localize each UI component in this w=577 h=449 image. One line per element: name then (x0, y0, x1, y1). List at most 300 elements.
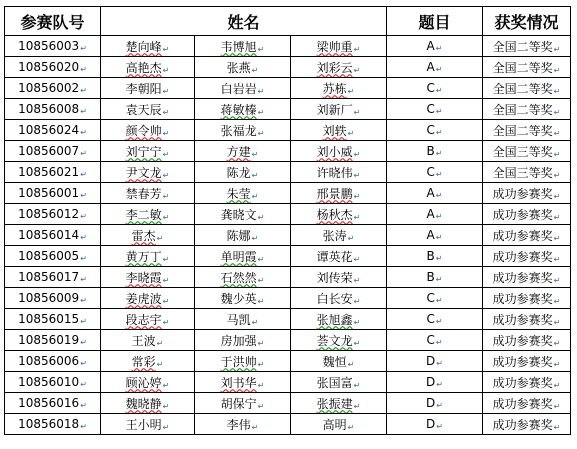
paragraph-mark: ↵ (257, 254, 265, 264)
cell-team-id-text: 10856003 (18, 39, 80, 53)
paragraph-mark: ↵ (553, 296, 561, 306)
header-names: 姓名 (101, 7, 387, 36)
cell-member-1 (101, 183, 195, 204)
cell-problem (387, 204, 483, 225)
cell-member-1 (101, 57, 195, 78)
cell-member-2 (195, 414, 291, 435)
cell-team-id (5, 351, 101, 372)
cell-member-3 (291, 141, 387, 162)
paragraph-mark: ↵ (80, 44, 87, 53)
paragraph-mark: ↵ (162, 275, 170, 285)
cell-team-id-text: 10856018 (18, 417, 80, 431)
paragraph-mark: ↵ (257, 128, 265, 138)
cell-problem-text: A (426, 186, 435, 200)
cell-problem-text: B (426, 270, 435, 284)
cell-award (483, 393, 571, 414)
table-row (5, 120, 571, 141)
cell-problem (387, 162, 483, 183)
cell-team-id-text: 10856002 (18, 81, 80, 95)
cell-problem (387, 120, 483, 141)
paragraph-mark: ↵ (156, 338, 164, 348)
cell-problem-text: D (426, 375, 436, 389)
paragraph-mark: ↵ (435, 44, 443, 53)
paragraph-mark: ↵ (80, 107, 87, 116)
paragraph-mark: ↵ (257, 275, 265, 285)
cell-team-id (5, 372, 101, 393)
cell-award-text: 成功参赛奖 (492, 270, 553, 285)
cell-member-1 (101, 99, 195, 120)
table-row (5, 57, 571, 78)
paragraph-mark: ↵ (80, 149, 87, 158)
cell-member-2 (195, 351, 291, 372)
paragraph-mark: ↵ (257, 359, 265, 369)
cell-award-text: 全国二等奖 (492, 102, 553, 117)
paragraph-mark: ↵ (257, 401, 265, 411)
cell-member-3 (291, 57, 387, 78)
cell-problem-text: C (426, 291, 435, 305)
paragraph-mark: ↵ (251, 149, 259, 159)
cell-member-3-text: 刘传荣 (316, 270, 353, 285)
cell-member-1 (101, 267, 195, 288)
cell-member-1-text: 禁春芳 (125, 186, 162, 201)
paragraph-mark: ↵ (435, 233, 443, 242)
cell-member-2-text: 李伟 (226, 417, 251, 432)
cell-award (483, 99, 571, 120)
cell-member-1-text: 颜令帅 (125, 123, 162, 138)
paragraph-mark: ↵ (162, 170, 170, 180)
cell-member-3 (291, 351, 387, 372)
cell-member-3-text: 张旭鑫 (316, 312, 353, 327)
header-row (5, 7, 571, 36)
paragraph-mark: ↵ (435, 212, 443, 221)
cell-team-id (5, 393, 101, 414)
cell-member-1-text: 段志宇 (125, 312, 162, 327)
cell-member-2 (195, 162, 291, 183)
cell-team-id-text: 10856015 (18, 312, 80, 326)
table-row (5, 78, 571, 99)
paragraph-mark: ↵ (257, 296, 265, 306)
cell-member-1 (101, 120, 195, 141)
cell-member-2-text: 陈娜 (226, 228, 251, 243)
paragraph-mark: ↵ (553, 128, 561, 138)
cell-problem-text: C (426, 312, 435, 326)
cell-team-id-text: 10856020 (18, 60, 80, 74)
table-row (5, 246, 571, 267)
paragraph-mark: ↵ (435, 191, 443, 200)
cell-award (483, 372, 571, 393)
paragraph-mark: ↵ (553, 233, 561, 243)
cell-problem (387, 225, 483, 246)
cell-member-1-text: 李二敏 (125, 207, 162, 222)
cell-member-1 (101, 204, 195, 225)
cell-award-text: 全国二等奖 (492, 81, 553, 96)
cell-member-2 (195, 267, 291, 288)
cell-award (483, 183, 571, 204)
paragraph-mark: ↵ (353, 380, 361, 390)
cell-member-1-text: 黄万丁 (125, 249, 162, 264)
paragraph-mark: ↵ (553, 44, 561, 54)
cell-member-3-text: 邢景鹏 (316, 186, 353, 201)
cell-member-3-text: 刘小威 (316, 144, 353, 159)
cell-award (483, 36, 571, 57)
paragraph-mark: ↵ (80, 422, 87, 431)
cell-member-2 (195, 78, 291, 99)
table-row (5, 225, 571, 246)
paragraph-mark: ↵ (553, 422, 561, 432)
cell-member-2-text: 张燕 (226, 60, 251, 75)
paragraph-mark: ↵ (553, 359, 561, 369)
paragraph-mark: ↵ (162, 380, 170, 390)
cell-team-id (5, 36, 101, 57)
cell-team-id-text: 10856010 (18, 375, 80, 389)
cell-award (483, 57, 571, 78)
cell-award (483, 120, 571, 141)
cell-team-id-text: 10856012 (18, 207, 80, 221)
cell-award (483, 309, 571, 330)
cell-problem-text: C (426, 123, 435, 137)
paragraph-mark: ↵ (553, 65, 561, 75)
paragraph-mark: ↵ (435, 338, 443, 347)
cell-member-1 (101, 36, 195, 57)
cell-award-text: 成功参赛奖 (492, 291, 553, 306)
cell-award (483, 414, 571, 435)
cell-problem (387, 183, 483, 204)
paragraph-mark: ↵ (435, 317, 443, 326)
paragraph-mark: ↵ (553, 254, 561, 264)
cell-member-3 (291, 372, 387, 393)
cell-team-id (5, 288, 101, 309)
table-body (5, 36, 571, 435)
cell-member-1 (101, 414, 195, 435)
cell-member-1 (101, 351, 195, 372)
paragraph-mark: ↵ (353, 191, 361, 201)
paragraph-mark: ↵ (353, 65, 361, 75)
paragraph-mark: ↵ (251, 233, 259, 243)
cell-award-text: 成功参赛奖 (492, 354, 553, 369)
cell-member-1 (101, 246, 195, 267)
paragraph-mark: ↵ (553, 86, 561, 96)
cell-member-2-text: 胡保宁 (220, 396, 257, 411)
header-problem: 题目 (387, 7, 483, 36)
paragraph-mark: ↵ (162, 212, 170, 222)
header-award: 获奖情况 (483, 7, 571, 36)
paragraph-mark: ↵ (162, 86, 170, 96)
paragraph-mark: ↵ (353, 338, 361, 348)
cell-member-3 (291, 393, 387, 414)
cell-member-2-text: 蒋敏榛 (220, 102, 257, 117)
cell-problem (387, 330, 483, 351)
paragraph-mark: ↵ (553, 149, 561, 159)
paragraph-mark: ↵ (257, 86, 265, 96)
cell-member-1-text: 魏晓静 (125, 396, 162, 411)
cell-award-text: 成功参赛奖 (492, 228, 553, 243)
paragraph-mark: ↵ (436, 422, 443, 431)
paragraph-mark: ↵ (435, 275, 443, 284)
paragraph-mark: ↵ (553, 275, 561, 285)
cell-member-3 (291, 414, 387, 435)
cell-member-1 (101, 162, 195, 183)
cell-team-id-text: 10856005 (18, 249, 80, 263)
paragraph-mark: ↵ (435, 296, 443, 305)
table-row (5, 36, 571, 57)
cell-award-text: 成功参赛奖 (492, 312, 553, 327)
cell-team-id (5, 204, 101, 225)
cell-member-2-text: 房加强 (220, 333, 257, 348)
paragraph-mark: ↵ (162, 191, 170, 201)
paragraph-mark: ↵ (353, 401, 361, 411)
cell-problem (387, 267, 483, 288)
cell-member-3 (291, 162, 387, 183)
paragraph-mark: ↵ (353, 212, 361, 222)
cell-member-2-text: 刘书华 (220, 375, 257, 390)
paragraph-mark: ↵ (257, 212, 265, 222)
header-team-id: 参赛队号 (5, 7, 101, 36)
cell-award-text: 成功参赛奖 (492, 333, 553, 348)
cell-member-3 (291, 183, 387, 204)
cell-problem (387, 141, 483, 162)
paragraph-mark: ↵ (80, 254, 87, 263)
cell-member-2 (195, 393, 291, 414)
cell-problem-text: A (426, 60, 435, 74)
cell-member-2-text: 马凯 (226, 312, 251, 327)
cell-member-2 (195, 57, 291, 78)
paragraph-mark: ↵ (347, 359, 355, 369)
cell-team-id-text: 10856016 (18, 396, 80, 410)
cell-member-1-text: 姜虎波 (125, 291, 162, 306)
cell-member-3 (291, 225, 387, 246)
cell-member-2 (195, 372, 291, 393)
table-row (5, 288, 571, 309)
paragraph-mark: ↵ (353, 149, 361, 159)
paragraph-mark: ↵ (80, 212, 87, 221)
cell-member-3 (291, 99, 387, 120)
cell-member-2 (195, 288, 291, 309)
cell-problem (387, 393, 483, 414)
cell-team-id-text: 10856017 (18, 270, 80, 284)
cell-member-3-text: 梁帅重 (316, 39, 353, 54)
paragraph-mark: ↵ (353, 275, 361, 285)
cell-award (483, 141, 571, 162)
cell-team-id (5, 99, 101, 120)
paragraph-mark: ↵ (257, 380, 265, 390)
cell-member-1-text: 雷杰 (131, 228, 156, 243)
cell-problem-text: C (426, 333, 435, 347)
paragraph-mark: ↵ (162, 317, 170, 327)
paragraph-mark: ↵ (80, 86, 87, 95)
paragraph-mark: ↵ (80, 401, 87, 410)
cell-award-text: 成功参赛奖 (492, 207, 553, 222)
cell-member-3-text: 杨秋杰 (316, 207, 353, 222)
paragraph-mark: ↵ (347, 233, 355, 243)
paragraph-mark: ↵ (257, 338, 265, 348)
paragraph-mark: ↵ (435, 149, 443, 158)
cell-member-3-text: 张国富 (316, 375, 353, 390)
paragraph-mark: ↵ (80, 170, 87, 179)
table-row (5, 309, 571, 330)
paragraph-mark: ↵ (80, 380, 87, 389)
paragraph-mark: ↵ (353, 296, 361, 306)
cell-problem (387, 414, 483, 435)
cell-team-id-text: 10856024 (18, 123, 80, 137)
cell-problem-text: D (426, 417, 436, 431)
cell-member-2-text: 魏少英 (220, 291, 257, 306)
cell-team-id (5, 267, 101, 288)
cell-member-3 (291, 267, 387, 288)
cell-team-id-text: 10856014 (18, 228, 80, 242)
cell-member-3 (291, 330, 387, 351)
cell-team-id (5, 162, 101, 183)
cell-team-id (5, 309, 101, 330)
cell-member-1 (101, 393, 195, 414)
cell-member-1-text: 楚向峰 (125, 39, 162, 54)
cell-member-2-text: 龚晓文 (220, 207, 257, 222)
cell-award (483, 78, 571, 99)
cell-team-id (5, 330, 101, 351)
paragraph-mark: ↵ (347, 422, 355, 432)
cell-problem (387, 372, 483, 393)
paragraph-mark: ↵ (435, 107, 443, 116)
cell-award-text: 全国三等奖 (492, 144, 553, 159)
award-results-table (4, 6, 571, 435)
cell-award (483, 288, 571, 309)
cell-problem (387, 57, 483, 78)
table-row (5, 204, 571, 225)
paragraph-mark: ↵ (435, 65, 443, 74)
paragraph-mark: ↵ (251, 191, 259, 201)
cell-award (483, 246, 571, 267)
cell-award-text: 成功参赛奖 (492, 249, 553, 264)
cell-member-2 (195, 309, 291, 330)
cell-member-1 (101, 372, 195, 393)
cell-member-2-text: 白岩岩 (220, 81, 257, 96)
cell-problem (387, 246, 483, 267)
cell-member-2 (195, 183, 291, 204)
cell-member-1-text: 袁天辰 (125, 102, 162, 117)
cell-problem-text: C (426, 81, 435, 95)
cell-award-text: 全国二等奖 (492, 39, 553, 54)
cell-member-1 (101, 309, 195, 330)
cell-member-3-text: 白长安 (316, 291, 353, 306)
cell-member-2 (195, 99, 291, 120)
cell-member-3-text: 张振建 (316, 396, 353, 411)
cell-member-2-text: 朱莹 (226, 186, 251, 201)
cell-problem-text: D (426, 396, 436, 410)
cell-member-1 (101, 288, 195, 309)
paragraph-mark: ↵ (553, 107, 561, 117)
paragraph-mark: ↵ (553, 317, 561, 327)
paragraph-mark: ↵ (553, 170, 561, 180)
cell-team-id-text: 10856008 (18, 102, 80, 116)
cell-member-1-text: 王小明 (125, 417, 162, 432)
cell-member-3-text: 许晓伟 (316, 165, 353, 180)
paragraph-mark: ↵ (435, 254, 443, 263)
cell-team-id (5, 414, 101, 435)
cell-problem-text: B (426, 144, 435, 158)
cell-member-2-text: 单明霞 (220, 249, 257, 264)
paragraph-mark: ↵ (251, 317, 259, 327)
cell-member-2-text: 陈龙 (226, 165, 251, 180)
cell-member-3-text: 刘彩云 (316, 60, 353, 75)
cell-member-3 (291, 204, 387, 225)
cell-member-1-text: 王波 (131, 333, 156, 348)
paragraph-mark: ↵ (162, 65, 170, 75)
paragraph-mark: ↵ (80, 191, 87, 200)
cell-member-3 (291, 120, 387, 141)
paragraph-mark: ↵ (353, 254, 361, 264)
cell-problem (387, 288, 483, 309)
cell-problem-text: D (426, 354, 436, 368)
paragraph-mark: ↵ (80, 338, 87, 347)
paragraph-mark: ↵ (436, 359, 443, 368)
cell-member-3-text: 荟文龙 (316, 333, 353, 348)
cell-problem-text: A (426, 39, 435, 53)
cell-member-2-text: 张福龙 (220, 123, 257, 138)
cell-award (483, 204, 571, 225)
paragraph-mark: ↵ (353, 107, 361, 117)
paragraph-mark: ↵ (162, 422, 170, 432)
paragraph-mark: ↵ (435, 128, 443, 137)
cell-member-2 (195, 141, 291, 162)
paragraph-mark: ↵ (257, 44, 265, 54)
paragraph-mark: ↵ (435, 170, 443, 179)
cell-member-3-text: 魏恒 (322, 354, 347, 369)
paragraph-mark: ↵ (353, 317, 361, 327)
paragraph-mark: ↵ (436, 380, 443, 389)
cell-award-text: 全国二等奖 (492, 60, 553, 75)
cell-member-1 (101, 141, 195, 162)
paragraph-mark: ↵ (156, 233, 164, 243)
cell-award (483, 330, 571, 351)
cell-problem-text: A (426, 207, 435, 221)
cell-member-2 (195, 36, 291, 57)
cell-member-1-text: 刘宁宁 (125, 144, 162, 159)
paragraph-mark: ↵ (162, 296, 170, 306)
table-row (5, 393, 571, 414)
paragraph-mark: ↵ (251, 422, 259, 432)
table-row (5, 183, 571, 204)
paragraph-mark: ↵ (436, 401, 443, 410)
cell-problem (387, 36, 483, 57)
cell-problem-text: B (426, 249, 435, 263)
cell-member-1 (101, 225, 195, 246)
cell-member-3-text: 高明 (322, 417, 347, 432)
cell-award (483, 351, 571, 372)
cell-team-id (5, 246, 101, 267)
cell-member-2 (195, 330, 291, 351)
paragraph-mark: ↵ (553, 338, 561, 348)
cell-award-text: 成功参赛奖 (492, 375, 553, 390)
cell-award-text: 成功参赛奖 (492, 417, 553, 432)
cell-member-3-text: 刘轶 (322, 123, 347, 138)
cell-problem (387, 309, 483, 330)
paragraph-mark: ↵ (251, 170, 259, 180)
paragraph-mark: ↵ (80, 65, 87, 74)
cell-team-id-text: 10856019 (18, 333, 80, 347)
paragraph-mark: ↵ (553, 191, 561, 201)
cell-member-1 (101, 78, 195, 99)
cell-member-1-text: 常彩 (131, 354, 156, 369)
cell-member-3-text: 张涛 (322, 228, 347, 243)
paragraph-mark: ↵ (251, 65, 259, 75)
table-row (5, 267, 571, 288)
cell-award-text: 全国三等奖 (492, 165, 553, 180)
cell-member-3 (291, 36, 387, 57)
table-row (5, 372, 571, 393)
cell-problem-text: A (426, 228, 435, 242)
paragraph-mark: ↵ (80, 296, 87, 305)
table-row (5, 141, 571, 162)
cell-member-1-text: 顾沁婷 (125, 375, 162, 390)
